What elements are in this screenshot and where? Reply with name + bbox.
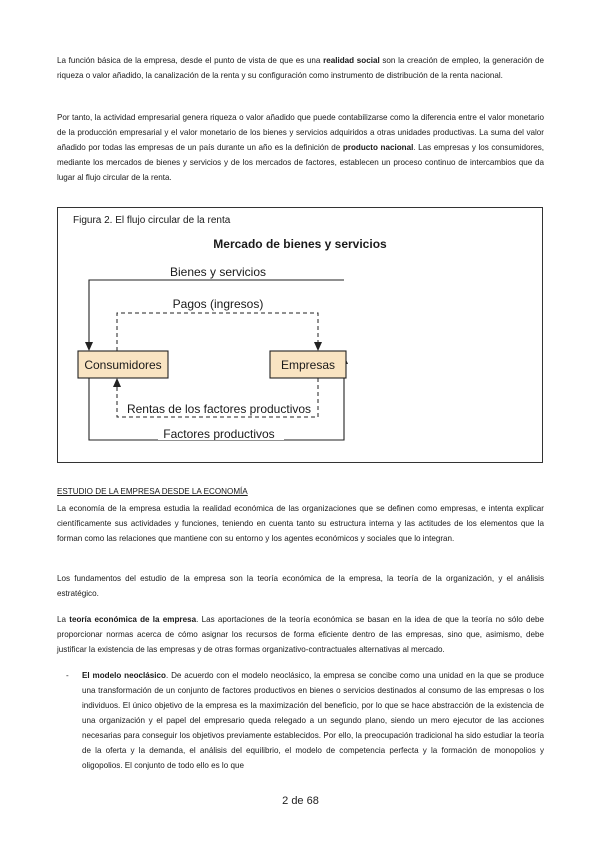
bullet-text <box>72 668 544 773</box>
payments-label: Pagos (ingresos) <box>172 297 264 311</box>
circular-flow-figure <box>57 207 543 463</box>
paragraph-business-economics: La economía de la empresa estudia la realidad económica de las organizaciones que se definen como empresas, e intenta explicar científicamente sus actividades y funciones, teniendo en cuenta tanto su estructura interna y las actitudes de los elementos que la forman como las relaciones que mantiene con su entorno y los agentes económicos y sociales que lo integran. <box>57 504 544 543</box>
factors-label: Factores productivos <box>163 427 275 441</box>
p5-bold-term: teoría económica de la empresa <box>69 615 197 624</box>
figure-title: Mercado de bienes y servicios <box>213 237 387 251</box>
income-flow-arrow <box>113 378 121 387</box>
p5-text-end: . Las aportaciones de la teoría económica se basan en la idea de que la teoría no sólo debe proporcionar normas acerca de cómo asignar los recursos de forma eficiente dentro de las empresas, sino que, asimismo, debe justificar la existencia de las empresas y de otras formas organizativo-contractuales alternativas al mercado. <box>57 615 544 654</box>
p2-text-start: Por tanto, la actividad empresarial genera riqueza o valor añadido que puede contabilizarse como la diferencia entre el valor monetario de la producción empresarial y el valor monetario de los bienes y servicios adquiridos a otras unidades productivas. La suma del valor añadido por todas las empresas de un país durante un año es la definición de <box>57 113 544 152</box>
goods-flow-line <box>89 280 344 343</box>
payments-flow-arrow <box>314 342 322 351</box>
page-number: 2 de 68 <box>282 795 319 807</box>
bullet-dash: - <box>66 671 69 680</box>
p2-text-end: . Las empresas y los consumidores, mediante los mercados de bienes y servicios y de los mercados de factores, establecen un proceso continuo de intercambios que da lugar al flujo circular de la renta. <box>57 143 544 182</box>
bullet-body: . De acuerdo con el modelo neoclásico, la empresa se concibe como una unidad en la que se produce una transformación de un conjunto de factores productivos en bienes o servicios destinados al consumo de las empresas o los individuos. El único objetivo de la empresa es la maximización del beneficio, por lo que se hace abstracción de la existencia de una organización y el papel del empresario queda relegado a un segundo plano, siendo un mero ejecutor de las acciones necesarias para conseguir los objetivos previamente establecidos. Por ello, la preocupación tradicional ha sido estudiar la teoría de la oferta y la demanda, el análisis del equilibrio, el modelo de competencia perfecta y la formación de monopolios y oligopolios. El conjunto de todo ello es lo que <box>82 671 544 770</box>
goods-flow-arrow <box>85 342 93 351</box>
p2-bold-term: producto nacional <box>342 143 414 152</box>
consumers-label: Consumidores <box>84 358 162 372</box>
p1-bold-term: realidad social <box>323 56 380 65</box>
factor-income-label: Rentas de los factores productivos <box>126 402 312 416</box>
p1-text-end: son la creación de empleo, la generación de riqueza o valor añadido, la canalización de la renta y su configuración como instrumento de distribución de la renta nacional. <box>57 56 544 80</box>
p1-text-start: La función básica de la empresa, desde el punto de vista de que es una <box>57 56 324 65</box>
paragraph-value-added <box>57 110 544 185</box>
flow-diagram <box>58 208 544 464</box>
paragraph-economic-theory <box>57 612 544 657</box>
list-item-neoclassical <box>66 668 544 773</box>
section-heading: ESTUDIO DE LA EMPRESA DESDE LA ECONOMÍA <box>57 487 248 496</box>
figure-caption: Figura 2. El flujo circular de la renta <box>73 215 231 226</box>
p5-text-start: La <box>57 615 70 624</box>
goods-flow-label: Bienes y servicios <box>169 265 267 279</box>
bullet-bold-term: El modelo neoclásico <box>82 671 166 680</box>
companies-label: Empresas <box>280 358 336 372</box>
paragraph-social-reality <box>57 53 544 83</box>
paragraph-foundations: Los fundamentos del estudio de la empresa son la teoría económica de la empresa, la teoría de la organización, y el análisis estratégico. <box>57 574 544 598</box>
payments-flow-line <box>117 313 318 351</box>
